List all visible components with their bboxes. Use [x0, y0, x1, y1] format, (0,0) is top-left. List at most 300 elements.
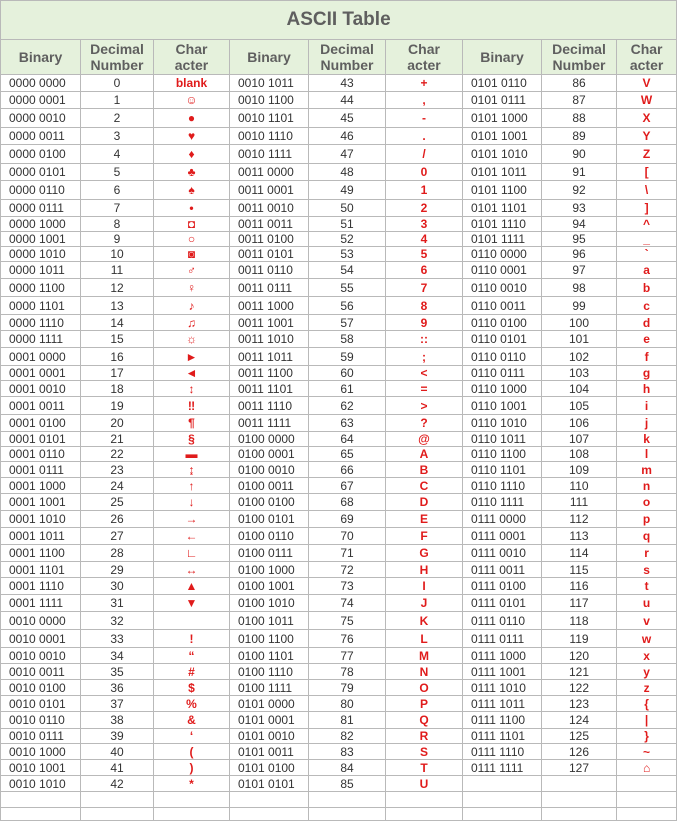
decimal-cell: 86 — [542, 75, 617, 92]
binary-cell: 0111 1101 — [463, 729, 542, 744]
binary-cell: 0100 0001 — [230, 447, 309, 462]
decimal-cell: 50 — [309, 200, 386, 217]
decimal-cell: 28 — [81, 545, 154, 562]
binary-cell: 0110 0101 — [463, 331, 542, 348]
char-cell: P — [386, 696, 463, 712]
binary-cell: 0111 1100 — [463, 712, 542, 729]
char-cell: 6 — [386, 262, 463, 279]
binary-cell: 0100 0100 — [230, 494, 309, 511]
char-cell: ↑ — [154, 478, 230, 494]
decimal-cell: 82 — [309, 729, 386, 744]
binary-cell: 0011 1111 — [230, 415, 309, 432]
char-cell: ◄ — [154, 366, 230, 381]
binary-cell: 0101 1011 — [463, 164, 542, 181]
decimal-cell: 87 — [542, 92, 617, 109]
table-row — [1, 217, 677, 232]
decimal-cell: 63 — [309, 415, 386, 432]
decimal-cell: 117 — [542, 595, 617, 612]
char-cell: N — [386, 664, 463, 680]
char-cell: > — [386, 397, 463, 415]
decimal-cell — [542, 808, 617, 821]
decimal-cell: 69 — [309, 511, 386, 528]
binary-cell: 0010 1111 — [230, 145, 309, 164]
decimal-cell: 53 — [309, 247, 386, 262]
decimal-cell: 125 — [542, 729, 617, 744]
binary-cell: 0001 1000 — [1, 478, 81, 494]
char-cell: 4 — [386, 232, 463, 247]
decimal-cell — [81, 808, 154, 821]
binary-cell: 0110 1010 — [463, 415, 542, 432]
decimal-cell: 52 — [309, 232, 386, 247]
char-cell: w — [617, 630, 677, 648]
decimal-cell: 77 — [309, 648, 386, 664]
binary-cell: 0110 1101 — [463, 462, 542, 478]
table-row — [1, 680, 677, 696]
char-cell — [386, 808, 463, 821]
decimal-cell: 121 — [542, 664, 617, 680]
decimal-cell: 99 — [542, 297, 617, 315]
table-row — [1, 562, 677, 578]
decimal-cell: 1 — [81, 92, 154, 109]
header-decimal-line1: Decimal — [320, 41, 374, 57]
binary-cell: 0111 0110 — [463, 612, 542, 630]
binary-cell: 0111 1111 — [463, 760, 542, 776]
decimal-cell: 48 — [309, 164, 386, 181]
decimal-cell: 112 — [542, 511, 617, 528]
char-cell: I — [386, 578, 463, 595]
char-cell: t — [617, 578, 677, 595]
decimal-cell: 31 — [81, 595, 154, 612]
char-cell — [617, 776, 677, 792]
char-cell: ☺ — [154, 92, 230, 109]
decimal-cell: 8 — [81, 217, 154, 232]
decimal-cell: 115 — [542, 562, 617, 578]
char-cell: j — [617, 415, 677, 432]
table-row — [1, 331, 677, 348]
decimal-cell: 64 — [309, 432, 386, 447]
binary-cell: 0011 0101 — [230, 247, 309, 262]
binary-cell: 0010 0110 — [1, 712, 81, 729]
table-row — [1, 315, 677, 331]
table-row — [1, 511, 677, 528]
table-row — [1, 630, 677, 648]
header-char-2 — [386, 40, 463, 75]
decimal-cell: 24 — [81, 478, 154, 494]
binary-cell: 0001 1101 — [1, 562, 81, 578]
char-cell: A — [386, 447, 463, 462]
binary-cell: 0110 1000 — [463, 381, 542, 397]
char-cell: ← — [154, 528, 230, 545]
char-cell: n — [617, 478, 677, 494]
binary-cell: 0010 0111 — [1, 729, 81, 744]
decimal-cell: 57 — [309, 315, 386, 331]
binary-cell: 0100 0011 — [230, 478, 309, 494]
char-cell: Z — [617, 145, 677, 164]
decimal-cell: 5 — [81, 164, 154, 181]
decimal-cell: 2 — [81, 109, 154, 128]
decimal-cell: 67 — [309, 478, 386, 494]
char-cell: ● — [154, 109, 230, 128]
decimal-cell: 0 — [81, 75, 154, 92]
decimal-cell: 21 — [81, 432, 154, 447]
decimal-cell: 79 — [309, 680, 386, 696]
decimal-cell: 58 — [309, 331, 386, 348]
char-cell: ▲ — [154, 578, 230, 595]
binary-cell: 0010 1000 — [1, 744, 81, 760]
binary-cell: 0110 1011 — [463, 432, 542, 447]
header-row — [1, 40, 677, 75]
table-row — [1, 297, 677, 315]
binary-cell: 0011 0001 — [230, 181, 309, 200]
header-binary-1: Binary — [1, 40, 81, 75]
binary-cell: 0100 1110 — [230, 664, 309, 680]
header-char-line2: acter — [407, 57, 441, 73]
binary-cell: 0000 0111 — [1, 200, 81, 217]
char-cell: & — [154, 712, 230, 729]
char-cell: y — [617, 664, 677, 680]
char-cell: | — [617, 712, 677, 729]
binary-cell: 0010 0100 — [1, 680, 81, 696]
decimal-cell: 107 — [542, 432, 617, 447]
decimal-cell: 70 — [309, 528, 386, 545]
binary-cell — [1, 792, 81, 808]
binary-cell: 0100 1100 — [230, 630, 309, 648]
decimal-cell: 61 — [309, 381, 386, 397]
char-cell: ◘ — [154, 217, 230, 232]
decimal-cell: 22 — [81, 447, 154, 462]
char-cell: blank — [154, 75, 230, 92]
binary-cell: 0100 0110 — [230, 528, 309, 545]
binary-cell: 0100 0111 — [230, 545, 309, 562]
char-cell: ⌂ — [617, 760, 677, 776]
table-row — [1, 366, 677, 381]
binary-cell: 0011 0100 — [230, 232, 309, 247]
char-cell: # — [154, 664, 230, 680]
binary-cell: 0110 0010 — [463, 279, 542, 297]
binary-cell: 0011 1001 — [230, 315, 309, 331]
decimal-cell: 27 — [81, 528, 154, 545]
decimal-cell: 49 — [309, 181, 386, 200]
binary-cell: 0010 0000 — [1, 612, 81, 630]
decimal-cell: 65 — [309, 447, 386, 462]
decimal-cell — [309, 808, 386, 821]
table-row — [1, 462, 677, 478]
binary-cell: 0111 0100 — [463, 578, 542, 595]
binary-cell: 0001 0101 — [1, 432, 81, 447]
char-cell: r — [617, 545, 677, 562]
decimal-cell: 15 — [81, 331, 154, 348]
char-cell: V — [617, 75, 677, 92]
decimal-cell: 106 — [542, 415, 617, 432]
table-row — [1, 494, 677, 511]
char-cell: Q — [386, 712, 463, 729]
char-cell: ↨ — [154, 462, 230, 478]
decimal-cell: 104 — [542, 381, 617, 397]
char-cell: G — [386, 545, 463, 562]
char-cell: ▼ — [154, 595, 230, 612]
binary-cell: 0111 0010 — [463, 545, 542, 562]
decimal-cell: 66 — [309, 462, 386, 478]
char-cell: + — [386, 75, 463, 92]
char-cell: 9 — [386, 315, 463, 331]
char-cell: 5 — [386, 247, 463, 262]
char-cell: H — [386, 562, 463, 578]
char-cell: { — [617, 696, 677, 712]
char-cell: B — [386, 462, 463, 478]
char-cell: $ — [154, 680, 230, 696]
title-row — [1, 1, 677, 40]
binary-cell: 0010 1001 — [1, 760, 81, 776]
binary-cell: 0100 1101 — [230, 648, 309, 664]
char-cell: } — [617, 729, 677, 744]
decimal-cell: 47 — [309, 145, 386, 164]
decimal-cell: 46 — [309, 128, 386, 145]
table-row — [1, 612, 677, 630]
binary-cell: 0000 0100 — [1, 145, 81, 164]
binary-cell: 0010 0001 — [1, 630, 81, 648]
char-cell: , — [386, 92, 463, 109]
decimal-cell: 124 — [542, 712, 617, 729]
binary-cell: 0110 0011 — [463, 297, 542, 315]
char-cell: m — [617, 462, 677, 478]
decimal-cell: 109 — [542, 462, 617, 478]
decimal-cell: 16 — [81, 348, 154, 366]
table-row — [1, 578, 677, 595]
table-row — [1, 792, 677, 808]
decimal-cell: 88 — [542, 109, 617, 128]
table-row — [1, 648, 677, 664]
binary-cell: 0111 0011 — [463, 562, 542, 578]
binary-cell: 0101 1111 — [463, 232, 542, 247]
char-cell: 8 — [386, 297, 463, 315]
binary-cell — [463, 808, 542, 821]
char-cell: ; — [386, 348, 463, 366]
decimal-cell: 36 — [81, 680, 154, 696]
binary-cell: 0010 0010 — [1, 648, 81, 664]
binary-cell: 0001 0111 — [1, 462, 81, 478]
binary-cell: 0101 1001 — [463, 128, 542, 145]
decimal-cell: 56 — [309, 297, 386, 315]
char-cell: x — [617, 648, 677, 664]
table-row — [1, 397, 677, 415]
decimal-cell: 59 — [309, 348, 386, 366]
decimal-cell: 101 — [542, 331, 617, 348]
decimal-cell: 71 — [309, 545, 386, 562]
header-char-line1: Char — [175, 41, 208, 57]
binary-cell: 0011 0111 — [230, 279, 309, 297]
char-cell: _ — [617, 232, 677, 247]
decimal-cell: 38 — [81, 712, 154, 729]
char-cell: 0 — [386, 164, 463, 181]
binary-cell — [463, 776, 542, 792]
binary-cell: 0011 1010 — [230, 331, 309, 348]
table-row — [1, 232, 677, 247]
decimal-cell: 89 — [542, 128, 617, 145]
binary-cell: 0000 0010 — [1, 109, 81, 128]
decimal-cell: 54 — [309, 262, 386, 279]
header-char-line2: acter — [629, 57, 664, 73]
decimal-cell: 44 — [309, 92, 386, 109]
char-cell: ∟ — [154, 545, 230, 562]
decimal-cell: 68 — [309, 494, 386, 511]
header-decimal-line1: Decimal — [90, 41, 144, 57]
decimal-cell: 3 — [81, 128, 154, 145]
binary-cell: 0101 0111 — [463, 92, 542, 109]
binary-cell: 0110 0100 — [463, 315, 542, 331]
header-decimal-3 — [542, 40, 617, 75]
char-cell: c — [617, 297, 677, 315]
char-cell: \ — [617, 181, 677, 200]
char-cell: U — [386, 776, 463, 792]
binary-cell: 0111 0000 — [463, 511, 542, 528]
binary-cell: 0011 0010 — [230, 200, 309, 217]
binary-cell: 0000 0101 — [1, 164, 81, 181]
binary-cell: 0000 0001 — [1, 92, 81, 109]
header-decimal-line2: Number — [552, 57, 606, 73]
binary-cell: 0010 1010 — [1, 776, 81, 792]
header-char-line1: Char — [630, 41, 663, 57]
char-cell: L — [386, 630, 463, 648]
binary-cell: 0011 1100 — [230, 366, 309, 381]
decimal-cell: 72 — [309, 562, 386, 578]
decimal-cell: 108 — [542, 447, 617, 462]
char-cell: ♣ — [154, 164, 230, 181]
binary-cell: 0000 0110 — [1, 181, 81, 200]
binary-cell — [1, 808, 81, 821]
binary-cell: 0101 1101 — [463, 200, 542, 217]
binary-cell: 0000 0011 — [1, 128, 81, 145]
decimal-cell: 94 — [542, 217, 617, 232]
table-row — [1, 279, 677, 297]
decimal-cell: 26 — [81, 511, 154, 528]
decimal-cell: 29 — [81, 562, 154, 578]
binary-cell: 0110 1100 — [463, 447, 542, 462]
char-cell — [617, 792, 677, 808]
binary-cell: 0000 1001 — [1, 232, 81, 247]
decimal-cell: 40 — [81, 744, 154, 760]
char-cell: ↕ — [154, 381, 230, 397]
binary-cell: 0110 1111 — [463, 494, 542, 511]
char-cell: “ — [154, 648, 230, 664]
char-cell: W — [617, 92, 677, 109]
binary-cell: 0010 1100 — [230, 92, 309, 109]
binary-cell: 0101 1000 — [463, 109, 542, 128]
header-decimal-1 — [81, 40, 154, 75]
char-cell: E — [386, 511, 463, 528]
char-cell: 2 — [386, 200, 463, 217]
decimal-cell: 90 — [542, 145, 617, 164]
char-cell: s — [617, 562, 677, 578]
decimal-cell: 97 — [542, 262, 617, 279]
char-cell: l — [617, 447, 677, 462]
decimal-cell: 30 — [81, 578, 154, 595]
binary-cell: 0010 0011 — [1, 664, 81, 680]
binary-cell: 0001 0010 — [1, 381, 81, 397]
decimal-cell: 41 — [81, 760, 154, 776]
binary-cell — [463, 792, 542, 808]
binary-cell: 0111 1011 — [463, 696, 542, 712]
table-row — [1, 92, 677, 109]
char-cell: o — [617, 494, 677, 511]
char-cell: ↓ — [154, 494, 230, 511]
char-cell: ▬ — [154, 447, 230, 462]
decimal-cell: 102 — [542, 348, 617, 366]
char-cell: h — [617, 381, 677, 397]
binary-cell: 0101 0000 — [230, 696, 309, 712]
decimal-cell: 37 — [81, 696, 154, 712]
decimal-cell: 98 — [542, 279, 617, 297]
char-cell: :: — [386, 331, 463, 348]
char-cell: R — [386, 729, 463, 744]
decimal-cell: 73 — [309, 578, 386, 595]
decimal-cell: 60 — [309, 366, 386, 381]
binary-cell: 0001 1010 — [1, 511, 81, 528]
decimal-cell: 111 — [542, 494, 617, 511]
table-row — [1, 712, 677, 729]
char-cell: d — [617, 315, 677, 331]
binary-cell: 0001 1111 — [1, 595, 81, 612]
decimal-cell: 120 — [542, 648, 617, 664]
decimal-cell: 12 — [81, 279, 154, 297]
char-cell: K — [386, 612, 463, 630]
table-row — [1, 729, 677, 744]
table-row — [1, 432, 677, 447]
binary-cell: 0001 1110 — [1, 578, 81, 595]
char-cell: . — [386, 128, 463, 145]
decimal-cell: 25 — [81, 494, 154, 511]
binary-cell: 0110 0110 — [463, 348, 542, 366]
binary-cell: 0001 0100 — [1, 415, 81, 432]
char-cell: ↔ — [154, 562, 230, 578]
char-cell: q — [617, 528, 677, 545]
decimal-cell: 43 — [309, 75, 386, 92]
char-cell: k — [617, 432, 677, 447]
header-decimal-line2: Number — [320, 57, 374, 73]
binary-cell: 0100 1001 — [230, 578, 309, 595]
binary-cell: 0100 1111 — [230, 680, 309, 696]
char-cell: - — [386, 109, 463, 128]
header-binary-2: Binary — [230, 40, 309, 75]
decimal-cell: 100 — [542, 315, 617, 331]
table-row — [1, 381, 677, 397]
binary-cell: 0101 0101 — [230, 776, 309, 792]
binary-cell: 0111 1010 — [463, 680, 542, 696]
char-cell: ♀ — [154, 279, 230, 297]
binary-cell: 0101 0010 — [230, 729, 309, 744]
char-cell: ! — [154, 630, 230, 648]
binary-cell: 0001 1011 — [1, 528, 81, 545]
decimal-cell: 18 — [81, 381, 154, 397]
char-cell — [617, 808, 677, 821]
char-cell: g — [617, 366, 677, 381]
decimal-cell: 126 — [542, 744, 617, 760]
char-cell: J — [386, 595, 463, 612]
header-char-line2: acter — [174, 57, 209, 73]
table-row — [1, 415, 677, 432]
decimal-cell: 118 — [542, 612, 617, 630]
decimal-cell: 75 — [309, 612, 386, 630]
binary-cell: 0110 0001 — [463, 262, 542, 279]
binary-cell: 0011 1000 — [230, 297, 309, 315]
table-row — [1, 528, 677, 545]
decimal-cell — [542, 792, 617, 808]
binary-cell: 0101 0011 — [230, 744, 309, 760]
char-cell: v — [617, 612, 677, 630]
decimal-cell: 116 — [542, 578, 617, 595]
binary-cell: 0000 1101 — [1, 297, 81, 315]
table-row — [1, 478, 677, 494]
char-cell: ♪ — [154, 297, 230, 315]
